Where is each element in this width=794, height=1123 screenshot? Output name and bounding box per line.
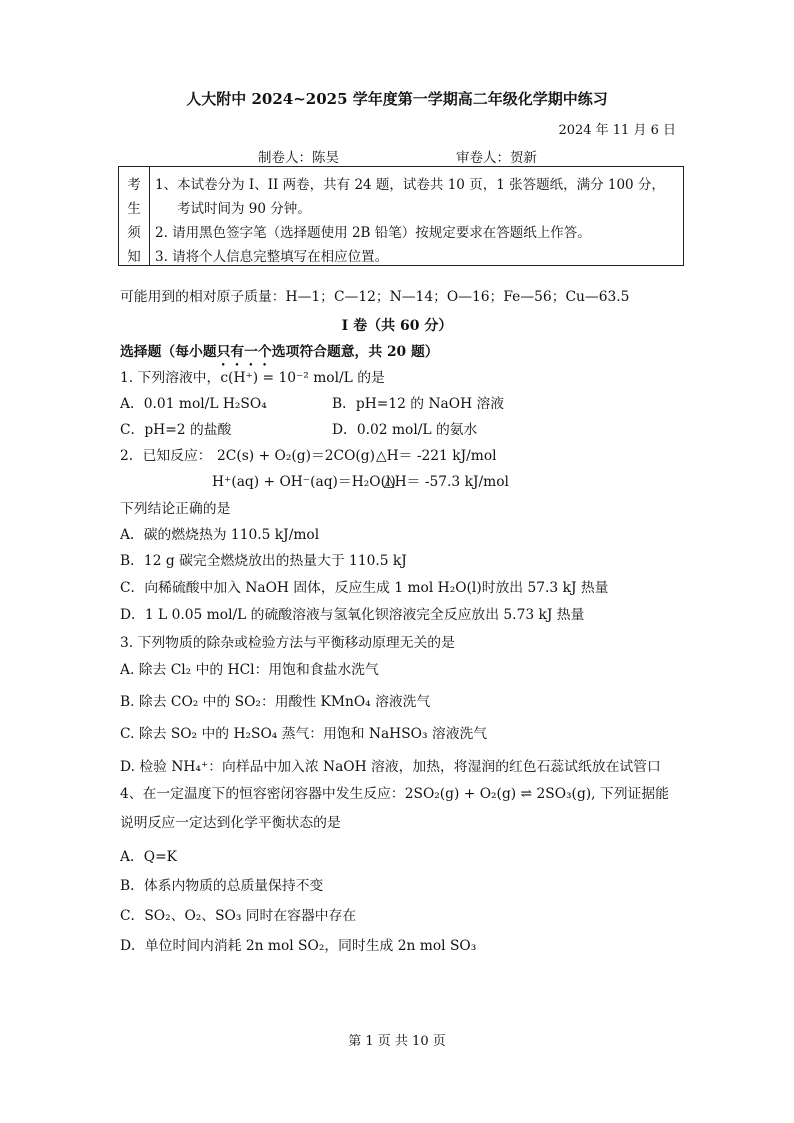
notice-label-column: [119, 167, 150, 265]
q2-option-d: D．1 L 0.05 mol/L 的硫酸溶液与氢氧化钡溶液完全反应放出 5.73 kJ 热量: [120, 607, 585, 623]
q3-option-a: A. 除去 Cl₂ 中的 HCl：用饱和食盐水洗气: [120, 662, 379, 678]
q1-option-c: C．pH=2 的盐酸: [120, 422, 232, 438]
paper-reviewer: 审卷人：贺新: [456, 150, 537, 166]
notice-label-char: 考: [127, 177, 141, 193]
q2-equation-2: H⁺(aq) + OH⁻(aq)＝H₂O(l): [212, 474, 396, 490]
q1-option-a: A．0.01 mol/L H₂SO₄: [120, 396, 267, 412]
q3-stem: 3. 下列物质的除杂或检验方法与平衡移动原理无关的是: [120, 635, 455, 651]
notice-item: 2. 请用黑色签字笔（选择题使用 2B 铅笔）按规定要求在答题纸上作答。: [155, 225, 591, 241]
candidate-notice-box: [118, 166, 684, 266]
notice-label-char: 知: [127, 249, 141, 265]
q1-stem: 1. 下列溶液中，c(H⁺) = 10⁻² mol/L 的是: [120, 370, 385, 386]
q3-option-b: B. 除去 CO₂ 中的 SO₂：用酸性 KMnO₄ 溶液洗气: [120, 694, 431, 710]
notice-item: 1、本试卷分为 I、II 两卷，共有 24 题，试卷共 10 页，1 张答题纸，满分 100 分，: [155, 177, 665, 193]
instr-emphasis: 只有一个: [216, 344, 272, 360]
q2-lead: 下列结论正确的是: [120, 501, 231, 517]
q2-equation-1: 2C(s) + O₂(g)＝2CO(g): [217, 448, 375, 464]
section-instructions: [120, 340, 439, 369]
q4-option-c: C．SO₂、O₂、SO₃ 同时在容器中存在: [120, 908, 357, 924]
notice-label-char: 生: [127, 201, 141, 217]
instr-pre: 选择题（每小题: [120, 344, 217, 360]
section-title: I 卷（共 60 分）: [341, 318, 453, 334]
page-footer: 第 1 页 共 10 页: [348, 1034, 446, 1049]
q4-option-d: D．单位时间内消耗 2n mol SO₂，同时生成 2n mol SO₃: [120, 938, 477, 954]
q4-stem-line-1: 4、在一定温度下的恒容密闭容器中发生反应：2SO₂(g) + O₂(g) ⇌ 2SO₃(g), 下列证据能: [120, 786, 669, 802]
notice-item: 3. 请将个人信息完整填写在相应位置。: [155, 249, 389, 265]
atomic-mass-line: 可能用到的相对原子质量：H—1；C—12；N—14；O—16；Fe—56；Cu—63.5: [120, 289, 630, 305]
notice-label-char: 须: [127, 225, 141, 241]
exam-title: 人大附中 2024~2025 学年度第一学期高二年级化学期中练习: [186, 90, 608, 108]
q4-option-b: B．体系内物质的总质量保持不变: [120, 878, 324, 894]
exam-date: 2024 年 11 月 6 日: [558, 123, 676, 138]
paper-maker: 制卷人：陈昊: [258, 150, 339, 166]
q1-option-d: D．0.02 mol/L 的氨水: [332, 422, 478, 438]
q2-option-a: A．碳的燃烧热为 110.5 kJ/mol: [120, 527, 320, 543]
q2-enthalpy-2: △H＝ -57.3 kJ/mol: [384, 474, 509, 490]
instr-post: 选项符合题意，共 20 题）: [271, 344, 439, 360]
q4-stem-line-2: 说明反应一定达到化学平衡状态的是: [120, 815, 341, 831]
q3-option-d: D. 检验 NH₄⁺：向样品中加入浓 NaOH 溶液，加热，将湿润的红色石蕊试纸放在试管口: [120, 759, 661, 775]
notice-item: 考试时间为 90 分钟。: [177, 201, 311, 217]
q2-option-b: B．12 g 碳完全燃烧放出的热量大于 110.5 kJ: [120, 553, 407, 569]
q2-option-c: C．向稀硫酸中加入 NaOH 固体，反应生成 1 mol H₂O(l)时放出 57.3 kJ 热量: [120, 580, 609, 596]
q2-enthalpy-1: △H＝ -221 kJ/mol: [376, 448, 497, 464]
q1-option-b: B．pH=12 的 NaOH 溶液: [332, 396, 505, 412]
q2-stem: 2．已知反应：: [120, 448, 212, 464]
q4-option-a: A．Q=K: [120, 849, 177, 865]
q3-option-c: C. 除去 SO₂ 中的 H₂SO₄ 蒸气：用饱和 NaHSO₃ 溶液洗气: [120, 726, 488, 742]
